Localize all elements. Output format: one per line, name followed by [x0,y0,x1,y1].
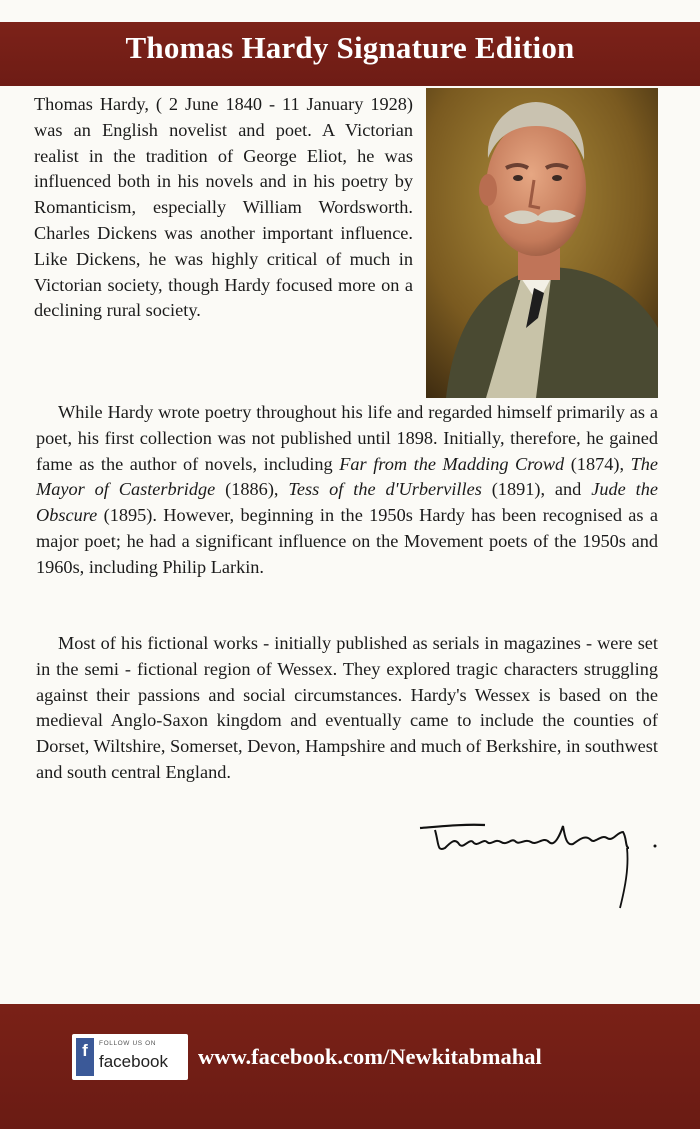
page-title: Thomas Hardy Signature Edition [125,30,575,65]
signature-drawing [415,808,665,918]
facebook-icon: f [76,1038,94,1076]
facebook-wordmark: facebook [99,1052,168,1071]
work-title-madding-crowd: Far from the Madding Crowd [339,453,565,474]
facebook-url-link[interactable]: www.facebook.com/Newkitabmahal [198,1044,542,1069]
bio-paragraph-3: Most of his fictional works - initially published as serials in magazines - were set in the semi - fictional region of Wessex. They explored tragic characters struggling against their passions and social circumstances. Hardy's Wessex is based on the medieval Anglo-Saxon kingdom and eventually came to include the counties of Dorset, Wiltshire, Somerset, Devon, Hampshire and much of Berkshire, in southwest and south central England. [36,633,658,782]
p2-text-e: (1895). However, beginning in the 1950s Hardy has been recognised as a major poet; he had a significant influence on the Movement poets of the 1950s and 1960s, including Philip Larkin. [36,505,658,577]
work-title-jude: Jude the Obscure [36,479,658,526]
follow-us-label: FOLLOW US ON [99,1040,157,1047]
bio-paragraph-1: Thomas Hardy, ( 2 June 1840 - 11 January 1928) was an English novelist and poet. A Victorian realist in the tradition of George Eliot, he was influenced both in his novels and in his poetry by Romanticism, especially William Wordsworth. Charles Dickens was another important influence. Like Dickens, he was highly critical of much in Victorian society, though Hardy focused more on a declining rural society. [34,94,413,321]
bio-paragraph-2 [36,400,658,581]
p2-text-c: (1886), [215,479,289,500]
author-portrait [426,88,658,398]
work-title-mayor: The Mayor of Casterbridge [36,453,658,500]
portrait-illustration [426,88,658,398]
p2-text-b: (1874), [564,453,631,474]
work-title-tess: Tess of the d'Urbervilles [288,479,482,500]
facebook-follow-badge[interactable] [72,1034,188,1080]
signature [415,808,665,918]
p2-text-d: (1891), and [481,479,592,500]
p2-text-a: While Hardy wrote poetry throughout his life and regarded himself primarily as a poet, his first collection was not published until 1898. Initially, therefore, he gained fame as the author of novels, including [36,402,658,474]
